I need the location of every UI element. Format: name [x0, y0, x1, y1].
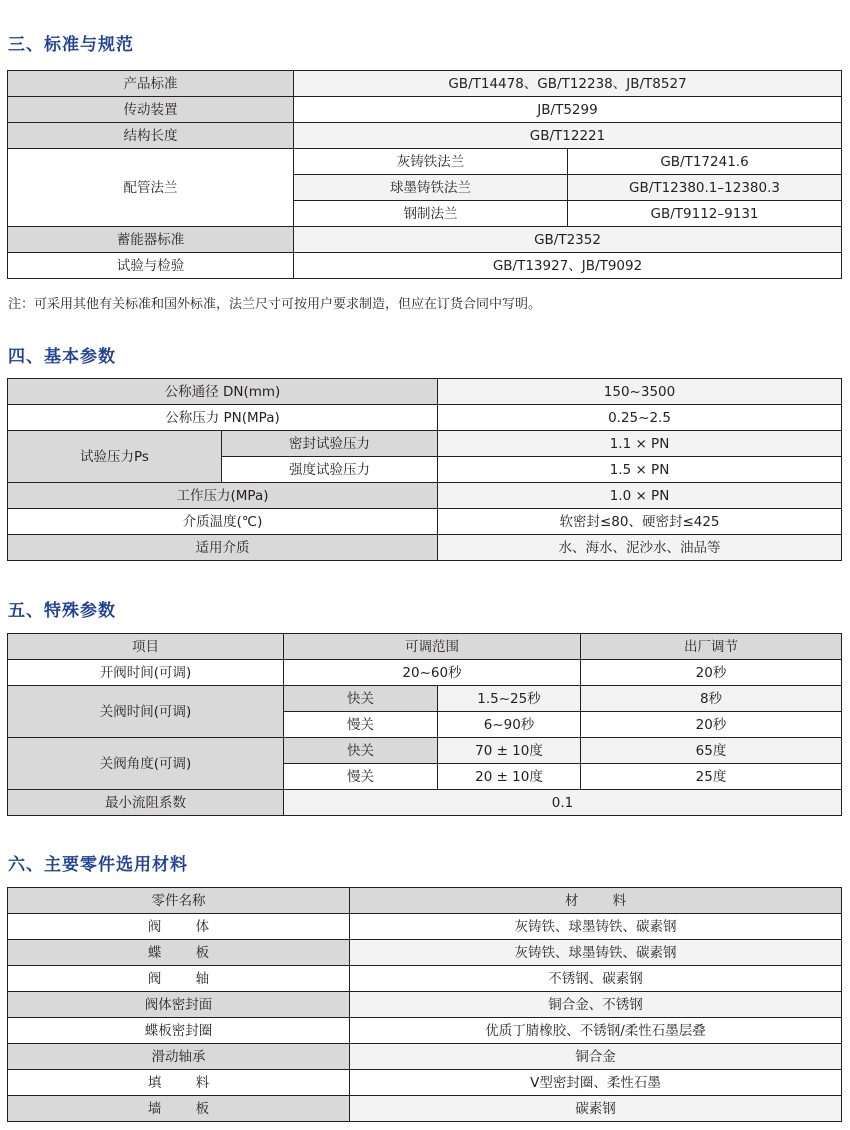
mode-label: 快关 [284, 686, 438, 712]
param-label: 强度试验压力 [222, 457, 438, 483]
param-value: 1.5 × PN [438, 457, 842, 483]
table-row [8, 1096, 842, 1122]
table-row [8, 914, 842, 940]
item-label: 开阀时间(可调) [8, 660, 284, 686]
item-label: 关阀时间(可调) [8, 686, 284, 738]
row-label: 产品标准 [8, 71, 294, 97]
range-value: 1.5~25秒 [438, 686, 581, 712]
item-label: 关阀角度(可调) [8, 738, 284, 790]
flange-type: 钢制法兰 [294, 201, 568, 227]
special-params-table [7, 633, 842, 816]
mode-label: 快关 [284, 738, 438, 764]
basic-params-table [7, 378, 842, 561]
table-row [8, 660, 842, 686]
flange-standard: GB/T12380.1–12380.3 [568, 175, 842, 201]
table-row [8, 405, 842, 431]
part-name: 阀体密封面 [8, 992, 350, 1018]
section-6-title: 六、主要零件选用材料 [8, 855, 188, 875]
range-value: 20 ± 10度 [438, 764, 581, 790]
row-value: GB/T2352 [294, 227, 842, 253]
table-row [8, 1044, 842, 1070]
param-label: 介质温度(℃) [8, 509, 438, 535]
param-label: 公称压力 PN(MPa) [8, 405, 438, 431]
param-value: 1.1 × PN [438, 431, 842, 457]
section-4-title: 四、基本参数 [8, 347, 116, 367]
param-value: 0.25~2.5 [438, 405, 842, 431]
table-row [8, 509, 842, 535]
table-row [8, 149, 842, 175]
row-value: GB/T12221 [294, 123, 842, 149]
column-header: 材 料 [350, 888, 842, 914]
row-label: 结构长度 [8, 123, 294, 149]
part-material: 灰铸铁、球墨铸铁、碳素钢 [350, 940, 842, 966]
item-label: 最小流阻系数 [8, 790, 284, 816]
flange-standard: GB/T17241.6 [568, 149, 842, 175]
table-header-row [8, 888, 842, 914]
part-material: 不锈钢、碳素钢 [350, 966, 842, 992]
test-pressure-label: 试验压力Ps [8, 431, 222, 483]
table-row [8, 1070, 842, 1096]
part-material: 优质丁腈橡胶、不锈钢/柔性石墨层叠 [350, 1018, 842, 1044]
factory-value: 25度 [581, 764, 842, 790]
table-row [8, 940, 842, 966]
part-name: 阀 轴 [8, 966, 350, 992]
param-value: 软密封≤80、硬密封≤425 [438, 509, 842, 535]
row-value: JB/T5299 [294, 97, 842, 123]
param-label: 公称通径 DN(mm) [8, 379, 438, 405]
standards-note: 注：可采用其他有关标准和国外标准，法兰尺寸可按用户要求制造，但应在订货合同中写明。 [8, 297, 542, 312]
table-row [8, 966, 842, 992]
table-row [8, 71, 842, 97]
table-row [8, 535, 842, 561]
part-material: 铜合金、不锈钢 [350, 992, 842, 1018]
part-name: 滑动轴承 [8, 1044, 350, 1070]
part-name: 蝶板密封圈 [8, 1018, 350, 1044]
flange-standard: GB/T9112–9131 [568, 201, 842, 227]
table-row [8, 483, 842, 509]
flange-type: 灰铸铁法兰 [294, 149, 568, 175]
mode-label: 慢关 [284, 712, 438, 738]
column-header: 出厂调节 [581, 634, 842, 660]
param-label: 密封试验压力 [222, 431, 438, 457]
table-row [8, 253, 842, 279]
param-label: 适用介质 [8, 535, 438, 561]
table-row [8, 379, 842, 405]
factory-value: 65度 [581, 738, 842, 764]
table-row [8, 790, 842, 816]
flange-label: 配管法兰 [8, 149, 294, 227]
table-row [8, 992, 842, 1018]
row-value: GB/T14478、GB/T12238、JB/T8527 [294, 71, 842, 97]
part-material: 碳素钢 [350, 1096, 842, 1122]
mode-label: 慢关 [284, 764, 438, 790]
table-row [8, 227, 842, 253]
part-name: 阀 体 [8, 914, 350, 940]
factory-value: 8秒 [581, 686, 842, 712]
row-label: 试验与检验 [8, 253, 294, 279]
part-material: V型密封圈、柔性石墨 [350, 1070, 842, 1096]
section-3-title: 三、标准与规范 [8, 35, 134, 55]
part-name: 墙 板 [8, 1096, 350, 1122]
flow-value: 0.1 [284, 790, 842, 816]
flange-type: 球墨铸铁法兰 [294, 175, 568, 201]
standards-table [7, 70, 842, 279]
range-value: 6~90秒 [438, 712, 581, 738]
row-label: 传动装置 [8, 97, 294, 123]
part-name: 蝶 板 [8, 940, 350, 966]
row-value: GB/T13927、JB/T9092 [294, 253, 842, 279]
factory-value: 20秒 [581, 660, 842, 686]
part-name: 填 料 [8, 1070, 350, 1096]
range-value: 20~60秒 [284, 660, 581, 686]
table-row [8, 738, 842, 764]
row-label: 蓄能器标准 [8, 227, 294, 253]
table-row [8, 97, 842, 123]
column-header: 可调范围 [284, 634, 581, 660]
table-row [8, 123, 842, 149]
part-material: 铜合金 [350, 1044, 842, 1070]
part-material: 灰铸铁、球墨铸铁、碳素钢 [350, 914, 842, 940]
range-value: 70 ± 10度 [438, 738, 581, 764]
column-header: 项目 [8, 634, 284, 660]
column-header: 零件名称 [8, 888, 350, 914]
param-value: 150~3500 [438, 379, 842, 405]
param-value: 水、海水、泥沙水、油品等 [438, 535, 842, 561]
table-row [8, 686, 842, 712]
table-row [8, 431, 842, 457]
section-5-title: 五、特殊参数 [8, 601, 116, 621]
param-label: 工作压力(MPa) [8, 483, 438, 509]
factory-value: 20秒 [581, 712, 842, 738]
table-row [8, 1018, 842, 1044]
table-header-row [8, 634, 842, 660]
param-value: 1.0 × PN [438, 483, 842, 509]
materials-table [7, 887, 842, 1122]
